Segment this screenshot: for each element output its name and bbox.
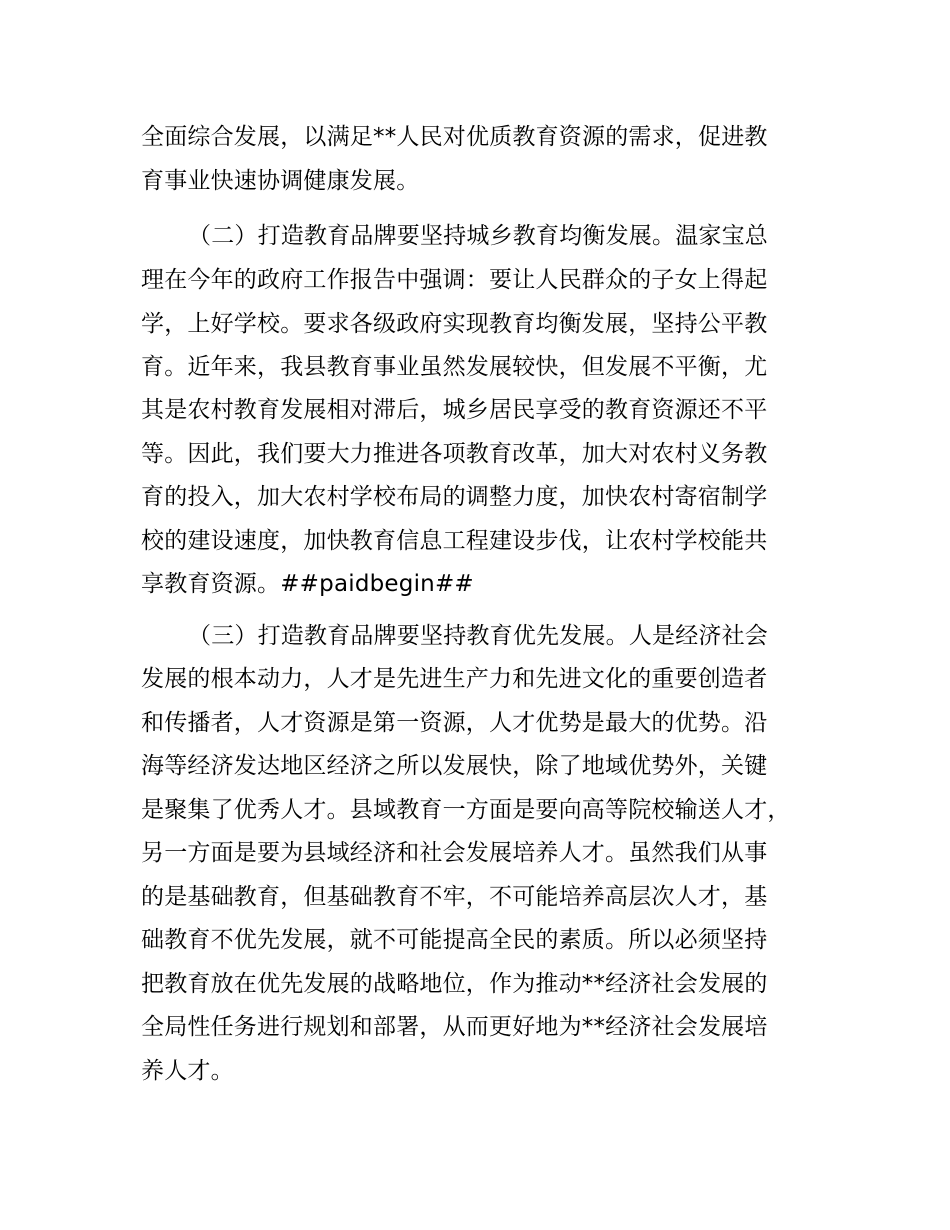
text-line: （二）打造教育品牌要坚持城乡教育均衡发展。温家宝总: [188, 223, 768, 249]
text-line: 育。近年来，我县教育事业虽然发展较快，但发展不平衡，尤: [141, 354, 768, 380]
text-line: 校的建设速度，加快教育信息工程建设步伐，让农村学校能共: [141, 528, 768, 554]
text-line: 养人才。: [141, 1058, 234, 1084]
text-line: 全面综合发展，以满足**人民对优质教育资源的需求，促进教: [141, 124, 768, 150]
text-line: 育的投入，加大农村学校布局的调整力度，加快农村寄宿制学: [141, 484, 768, 510]
text-line: 全局性任务进行规划和部署，从而更好地为**经济社会发展培: [141, 1014, 768, 1040]
text-line: 另一方面是要为县域经济和社会发展培养人才。虽然我们从事: [141, 840, 768, 866]
text-line: 等。因此，我们要大力推进各项教育改革，加大对农村义务教: [141, 441, 768, 467]
text-line: 育事业快速协调健康发展。: [141, 168, 420, 194]
text-line: 和传播者，人才资源是第一资源，人才优势是最大的优势。沿: [141, 710, 768, 736]
text-line: 础教育不优先发展，就不可能提高全民的素质。所以必须坚持: [141, 927, 768, 953]
text-line: 理在今年的政府工作报告中强调：要让人民群众的子女上得起: [141, 267, 768, 293]
text-line: 的是基础教育，但基础教育不牢，不可能培养高层次人才，基: [141, 884, 768, 910]
text-line: （三）打造教育品牌要坚持教育优先发展。人是经济社会: [188, 623, 768, 649]
text-line: 其是农村教育发展相对滞后，城乡居民享受的教育资源还不平: [141, 397, 768, 423]
text-line: 享教育资源。##paidbegin##: [141, 571, 474, 597]
text-line: 学，上好学校。要求各级政府实现教育均衡发展，坚持公平教: [141, 311, 768, 337]
text-line: 是聚集了优秀人才。县域教育一方面是要向高等院校输送人才，: [141, 797, 791, 823]
text-line: 海等经济发达地区经济之所以发展快，除了地域优势外，关键: [141, 753, 768, 779]
text-line: 发展的根本动力，人才是先进生产力和先进文化的重要创造者: [141, 666, 768, 692]
text-line: 把教育放在优先发展的战略地位，作为推动**经济社会发展的: [141, 971, 768, 997]
